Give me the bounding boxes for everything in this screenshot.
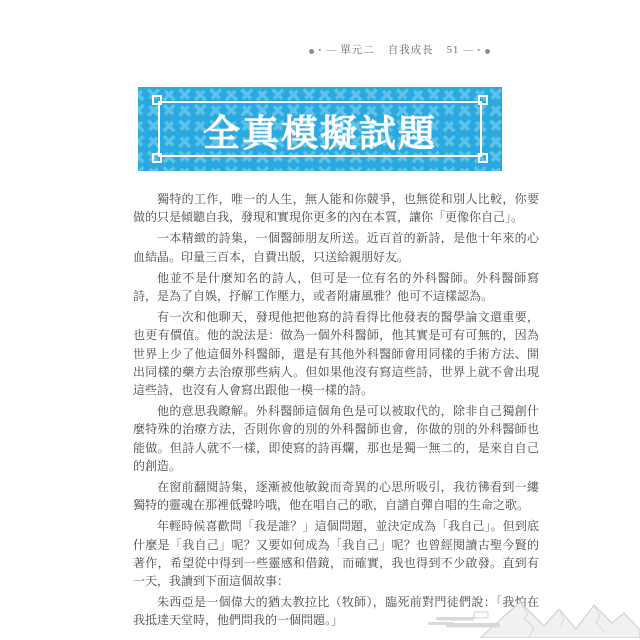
paragraph: 在窗前翻閱詩集，逐漸被他敏銳而奇異的心思所吸引，我彷彿看到一縷獨特的靈魂在那裡低聲吟哦，他在唱自己的歌，自譜自彈自唱的生命之歌。 xyxy=(133,480,539,513)
page-number: 51 xyxy=(446,45,460,56)
banner-title: 全真模擬試題 xyxy=(203,113,437,154)
title-banner xyxy=(138,87,502,171)
dot-ornament: • xyxy=(318,46,323,55)
dot-ornament: • xyxy=(477,46,481,55)
paragraph: 獨特的工作，唯一的人生，無人能和你競爭，也無從和別人比較，你要做的只是傾聽自我，發現和實現你更多的內在本質，讓你「更像你自己」。 xyxy=(133,192,539,225)
dash-ornament: — xyxy=(326,45,337,56)
paragraph: 朱西亞是一個偉大的猶太教拉比（牧師），臨死前對門徒們說：「我怕在我抵達天堂時，他們問我的一個問題。」 xyxy=(133,595,539,628)
paragraph: 一本精緻的詩集，一個醫師朋友所送。近百首的新詩，是他十年來的心血結晶。印量三百本，自費出版，只送給親朋好友。 xyxy=(133,231,539,264)
unit-label: 單元二 xyxy=(340,45,375,56)
rosette-icon xyxy=(309,49,314,54)
paragraph: 他並不是什麼知名的詩人，但可是一位有名的外科醫師。外科醫師寫詩，是為了自娛，抒解工作壓力，或者附庸風雅？他可不這樣認為。 xyxy=(133,270,539,304)
paragraph: 年輕時候喜歡問「我是誰？」這個問題，並決定成為「我自己」。但到底什麼是「我自己」呢？又要如何成為「我自己」呢？也曾經閱讀古聖今賢的著作，希望從中得到一些靈感和借鏡，而確實，我也得到不少啟發。直到有一天，我讀到下面這個故事： xyxy=(133,519,539,589)
paragraph: 他的意思我瞭解。外科醫師這個角色是可以被取代的，除非自己獨創什麼特殊的治療方法，否則你會的別的外科醫師也會，你做的別的外科醫師也能做。但詩人就不一樣，即使寫的詩再爛，那也是獨一無二的，是來自自己的創造。 xyxy=(133,404,539,473)
article-body xyxy=(133,190,539,633)
mountain-watermark-icon xyxy=(428,596,640,638)
dash-ornament: — xyxy=(463,45,474,56)
paragraph: 有一次和他聊天，發現他把他寫的詩看得比他發表的醫學論文還重要，也更有價值。他的說法是：做為一個外科醫師，他其實是可有可無的，因為世界上少了他這個外科醫師，還是有其他外科醫師會用同樣的手術方法、開出同樣的藥方去治療那些病人。但如果他沒有寫這些詩，世界上就不會出現這些詩，也沒有人會寫出跟他一模一樣的詩。 xyxy=(133,310,539,398)
rosette-icon xyxy=(485,49,490,54)
page-header xyxy=(309,44,490,58)
section-label: 自我成長 xyxy=(387,45,434,56)
